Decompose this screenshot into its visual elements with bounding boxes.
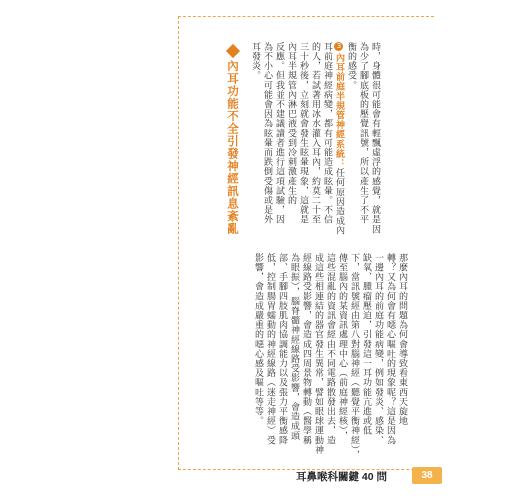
number-badge-3: 3 — [335, 42, 343, 51]
text-line: 耳前庭神經病變，都有可能造成眩暈。不信 — [322, 42, 332, 225]
item-3-column — [333, 42, 345, 235]
text-line: 轉？又為何會有噁心嘔吐的現象呢？這是因為 — [385, 253, 395, 445]
diamond-bullet-icon — [226, 44, 240, 58]
text-line: 這些混亂的資訊會經由不同電路散發出去，造 — [325, 253, 335, 445]
text-line: 衡的感受。 — [346, 42, 356, 90]
text-line: 反應。但我並不建議讀者進行這項試驗，因 — [274, 42, 284, 225]
text-line: 下，當訊號經由第八對腦神經（聽覺平衡神經）， — [349, 253, 359, 460]
text-line: 一邊內耳的前庭功能病變，例如發炎、感染、 — [373, 253, 383, 445]
section-heading: 內耳功能不全引發神經訊息紊亂 — [226, 60, 240, 235]
text-line: 缺氧、腫瘤壓迫，引發這一耳功能亢進或低 — [361, 253, 371, 436]
text-line: 為不小心可能會因為眩暈而跌倒受傷或是外 — [262, 42, 272, 225]
book-title: 耳鼻喉科關鍵 40 問 — [296, 471, 388, 483]
text-line: 部、手腳四肢肌肉協調能力以及張力平衡感降 — [277, 253, 287, 445]
text-line: 那麼內耳的問題為何會導致看東西天旋地 — [397, 253, 407, 426]
text-line: 耳發炎。 — [250, 42, 260, 81]
text-line: 的人，若試著用冰水灌入耳內，約莫二十至 — [310, 42, 320, 225]
text-line: 傳至腦內的某資訊處理中心（前庭神經核）， — [337, 253, 347, 441]
dashed-border-left — [178, 16, 179, 470]
text-line: 內耳半規管內淋巴液受到冷刺激產生的 — [286, 42, 296, 206]
page-number-badge: 38 — [412, 467, 442, 484]
text-line: 三十秒後，立刻就會發生眩暈現象，這就是 — [298, 42, 308, 225]
item-text: 任何原因造成內 — [334, 168, 344, 236]
text-line: 影響，會造成嚴重的噁心感及嘔吐等等。 — [253, 253, 263, 426]
text-line: 經線路受影響，會造成四周景物轉動（醫學稱 — [301, 253, 311, 445]
text-line: 時，身體很可能會有輕飄虛浮的感覺，就是因 — [370, 42, 380, 234]
item-title: 內耳前庭半規管神經系統： — [334, 53, 344, 169]
text-line: 低，控制腸胃蠕動的神經線路（迷走神經）受 — [265, 253, 275, 445]
dashed-border-top — [178, 16, 434, 17]
text-line: 為少了腳底板的壓覺訊號，所以產生了不平 — [358, 42, 368, 225]
text-line: 為眼振），腦脊髓神經線路受影響，會造成頭 — [289, 253, 299, 441]
text-line: 成這些相連結的器官發生異常，譬如眼球運動神 — [313, 253, 323, 455]
section-heading-column — [226, 46, 240, 235]
